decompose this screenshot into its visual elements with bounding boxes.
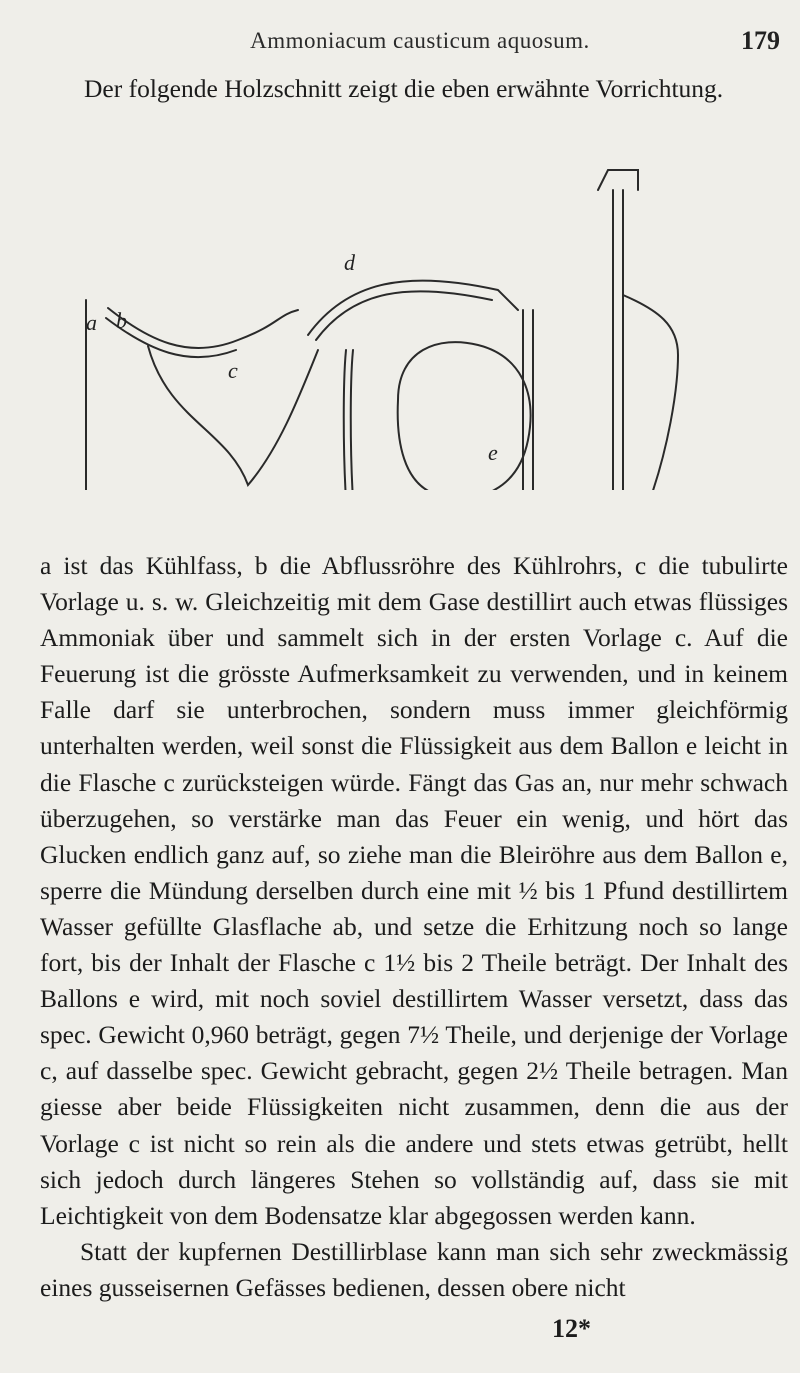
apparatus-woodcut bbox=[78, 150, 688, 490]
right-vessel bbox=[598, 170, 638, 190]
label-d: d bbox=[344, 250, 355, 275]
page-number: 179 bbox=[741, 26, 780, 55]
body-text bbox=[40, 548, 788, 1306]
label-b: b bbox=[116, 308, 127, 333]
paragraph-2: Statt der kupfernen Destillirblase kann man sich sehr zweckmässig eines gusseisernen Gefässes bedienen, dessen obere nicht bbox=[40, 1236, 788, 1302]
outflow-tube-b bbox=[108, 308, 298, 348]
arching-tube-d bbox=[308, 280, 518, 335]
balloon-e bbox=[398, 342, 531, 490]
label-a: a bbox=[86, 310, 97, 335]
label-c: c bbox=[228, 358, 238, 383]
signature-mark: 12* bbox=[552, 1314, 591, 1343]
paragraph-1: a ist das Kühlfass, b die Abflussröhre des Kühlrohrs, c die tubulirte Vorlage u. s. w. Gleichzeitig mit dem Gase destillirt auch etwas flüssiges Ammoniak über und sammelt sich in der ersten Vorlage c. Auf die Feuerung ist die grösste Aufmerksamkeit zu verwenden, und in keinem Falle darf sie unterbrochen, sondern muss immer gleichförmig unterhalten werden, weil sonst die Flüssigkeit aus dem Ballon e leicht in die Flasche c zurücksteigen würde. Fängt das Gas an, nur mehr schwach überzugehen, so verstärke man das Feuer ein wenig, und hört das Glucken endlich ganz auf, so ziehe man die Bleiröhre aus dem Ballon e, sperre die Mündung derselben durch eine mit ½ bis 1 Pfund destillirtem Wasser gefüllte Glasflache ab, und setze die Erhitzung noch so lange fort, bis der Inhalt der Flasche c 1½ bis 2 Theile beträgt. Der Inhalt des Ballons e wird, mit noch soviel destillirtem Wasser versetzt, dass das spec. Gewicht 0,960 beträgt, gegen 7½ Theile, und derjenige der Vorlage c, auf dasselbe spec. Gewicht gebracht, gegen 2½ Theile betragen. Man giesse aber beide Flüssigkeiten nicht zusammen, denn die aus der Vorlage c ist nicht so rein als die andere und stets etwas getrübt, hellt sich jedoch durch längeres Stehen so vollständig auf, dass sie mit Leichtigkeit von dem Bodensatze klar abgegossen werden kann. bbox=[40, 551, 788, 1230]
page-header bbox=[60, 28, 780, 68]
label-e: e bbox=[488, 440, 498, 465]
figure-intro-text: Der folgende Holzschnitt zeigt die eben erwähnte Vorrichtung. bbox=[84, 74, 724, 103]
running-title: Ammoniacum causticum aquosum. bbox=[250, 28, 590, 53]
